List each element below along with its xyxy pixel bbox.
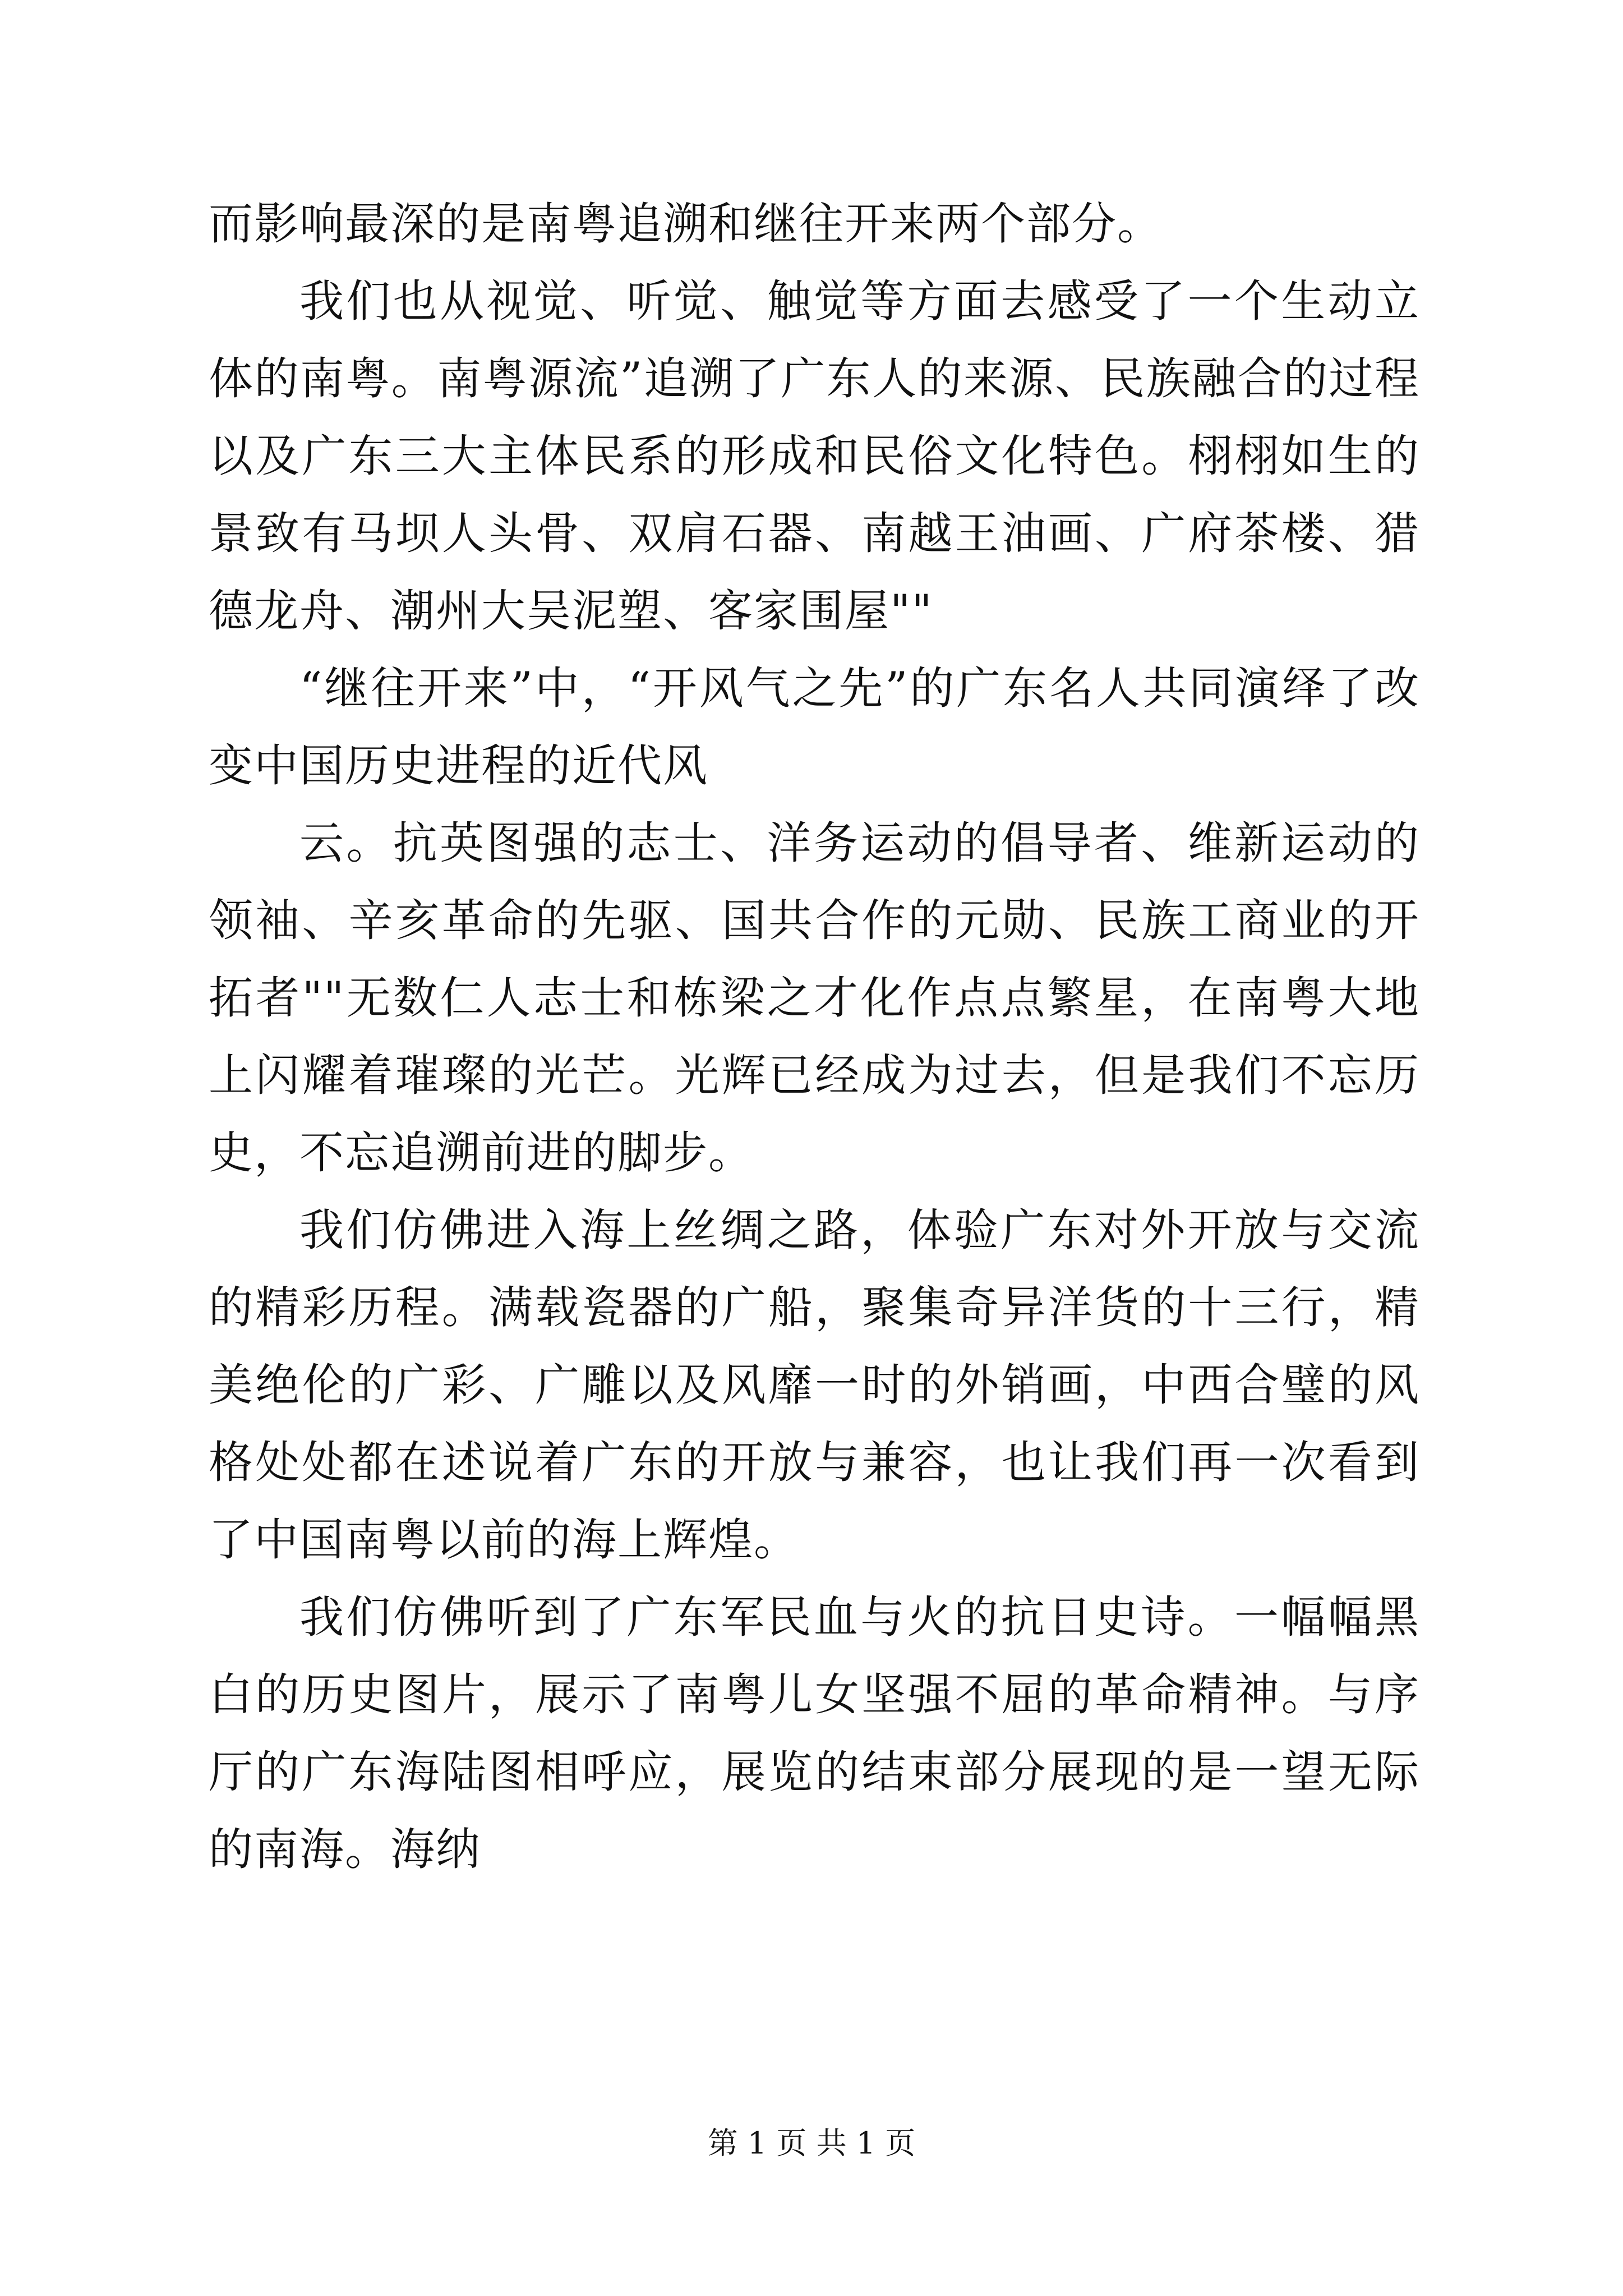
paragraph: “继往开来”中，“开风气之先”的广东名人共同演绎了改变中国历史进程的近代风 [209,662,1420,792]
paragraph: 我们也从视觉、听觉、触觉等方面去感受了一个生动立体的南粤。南粤源流”追溯了广东人的来源、民族融合的过程以及广东三大主体民系的形成和民俗文化特色。栩栩如生的景致有马坝人头骨、双肩石器、南越王油画、广府茶楼、猎德龙舟、潮州大吴泥塑、客家围屋"" [209,275,1420,637]
page-number: 第 1 页 共 1 页 [707,2125,916,2161]
document-body [209,185,1420,1888]
paragraph: 我们仿佛听到了广东军民血与火的抗日史诗。一幅幅黑白的历史图片，展示了南粤儿女坚强不屈的革命精神。与序厅的广东海陆图相呼应，展览的结束部分展现的是一望无际的南海。海纳 [209,1591,1420,1875]
paragraph: 我们仿佛进入海上丝绸之路，体验广东对外开放与交流的精彩历程。满载瓷器的广船，聚集奇异洋货的十三行，精美绝伦的广彩、广雕以及风靡一时的外销画，中西合璧的风格处处都在述说着广东的开放与兼容，也让我们再一次看到了中国南粤以前的海上辉煌。 [209,1204,1420,1566]
paragraph: 云。抗英图强的志士、洋务运动的倡导者、维新运动的领袖、辛亥革命的先驱、国共合作的元勋、民族工商业的开拓者""无数仁人志士和栋梁之才化作点点繁星，在南粤大地上闪耀着璀璨的光芒。光辉已经成为过去，但是我们不忘历史，不忘追溯前进的脚步。 [209,817,1420,1179]
page-footer [0,2124,1623,2163]
paragraph: 而影响最深的是南粤追溯和继往开来两个部分。 [209,198,1163,250]
